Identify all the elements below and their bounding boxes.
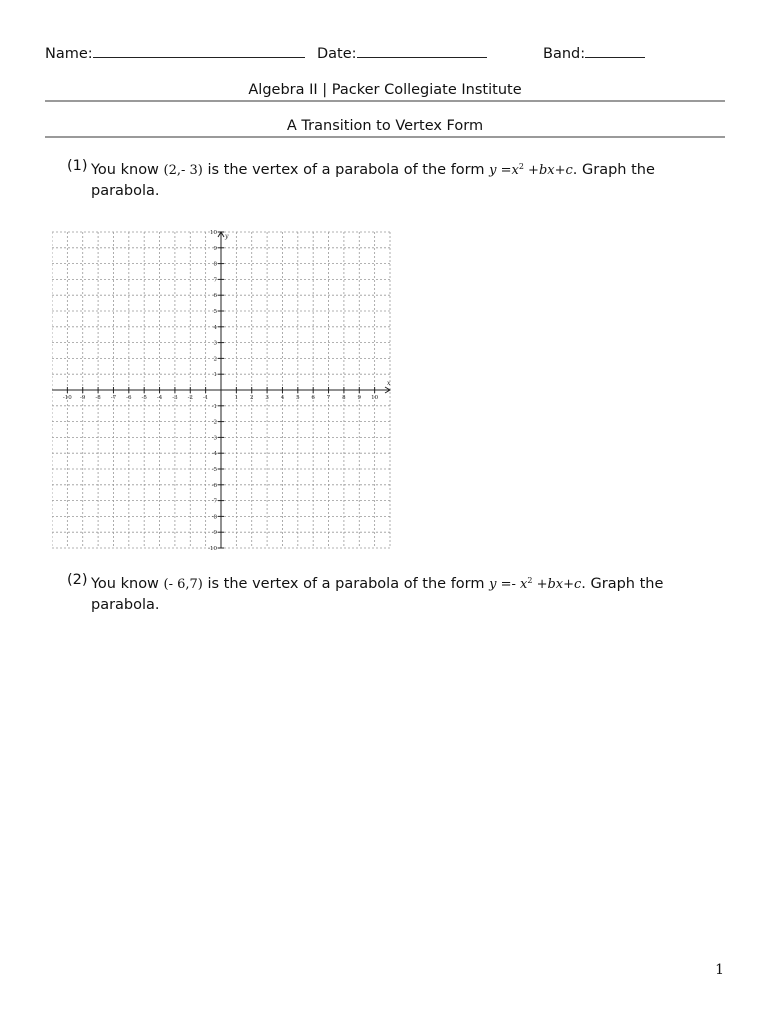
x-tick-label: -6 (126, 395, 132, 401)
page-number: 1 (715, 962, 724, 978)
x-tick-label: -8 (95, 395, 101, 401)
y-tick-label: -2 (211, 419, 217, 426)
x-tick-label: -10 (62, 395, 72, 401)
x-tick-label: 5 (296, 395, 300, 401)
x-tick-label: -2 (187, 395, 193, 401)
y-tick-label: -10 (208, 546, 217, 552)
y-tick-label: 9 (213, 245, 217, 252)
divider (45, 100, 725, 102)
x-tick-label: 10 (371, 395, 379, 401)
y-tick-label: 4 (213, 324, 217, 331)
y-tick-label: 5 (213, 309, 217, 315)
course-title: Algebra II | Packer Collegiate Institute (248, 82, 522, 98)
y-tick-label: -5 (211, 467, 217, 473)
band-blank[interactable] (585, 45, 645, 58)
coordinate-grid[interactable] (52, 228, 394, 552)
vertex-coordinates: (2,- 3) (163, 163, 203, 178)
problem-number: (1) (67, 158, 88, 174)
x-axis-label: x (387, 380, 391, 387)
y-tick-label: 7 (213, 277, 217, 284)
x-tick-label: 1 (234, 395, 239, 401)
y-tick-label: -1 (211, 403, 217, 410)
x-tick-label: 6 (311, 395, 315, 401)
y-tick-label: 3 (213, 340, 217, 347)
date-field[interactable] (317, 45, 487, 62)
y-tick-label: 1 (213, 372, 217, 379)
x-tick-label: -9 (80, 395, 86, 401)
parabola-form: $y =- x^2 +bx+c$ (489, 576, 582, 592)
band-field[interactable] (543, 45, 645, 62)
x-tick-label: 3 (265, 395, 269, 401)
vertex-coordinates: (- 6,7) (163, 577, 203, 592)
x-tick-label: -4 (156, 395, 163, 401)
x-tick-label: 4 (280, 395, 285, 401)
name-blank[interactable] (93, 45, 305, 58)
date-blank[interactable] (357, 45, 487, 58)
band-label: Band: (543, 46, 586, 62)
date-label: Date: (317, 46, 357, 62)
problem-1 (67, 156, 717, 202)
x-tick-label: -5 (141, 395, 147, 401)
y-axis-label: y (225, 233, 229, 240)
student-info-header (45, 45, 725, 69)
y-tick-label: -3 (211, 435, 217, 442)
y-tick-label: 10 (210, 230, 217, 236)
y-tick-label: 6 (213, 293, 217, 300)
problem-text: You know (2,- 3) is the vertex of a parabola of the form $y =x^2 +bx+c$. Graph the parabola. (91, 162, 655, 199)
problem-number: (2) (67, 572, 88, 588)
problem-text: You know (- 6,7) is the vertex of a parabola of the form $y =- x^2 +bx+c$. Graph the parabola. (91, 576, 664, 613)
x-tick-label: 2 (249, 395, 254, 401)
x-tick-label: 8 (342, 395, 346, 401)
divider (45, 136, 725, 138)
problem-2 (67, 570, 717, 616)
x-tick-label: -1 (202, 395, 209, 401)
y-tick-label: -6 (211, 482, 217, 489)
x-tick-label: 9 (357, 395, 362, 401)
name-field[interactable] (45, 45, 305, 62)
parabola-form: $y =x^2 +bx+c$ (489, 162, 573, 178)
x-tick-label: -3 (172, 395, 178, 401)
name-label: Name: (45, 46, 93, 62)
y-tick-label: -4 (211, 451, 217, 458)
x-tick-label: 7 (326, 395, 331, 401)
y-tick-label: 8 (213, 261, 217, 268)
y-tick-label: -8 (211, 514, 217, 521)
y-tick-label: -9 (211, 530, 217, 537)
x-tick-label: -7 (110, 395, 117, 401)
y-tick-label: 2 (213, 356, 217, 363)
worksheet-title: A Transition to Vertex Form (286, 118, 484, 134)
y-tick-label: -7 (211, 498, 217, 505)
